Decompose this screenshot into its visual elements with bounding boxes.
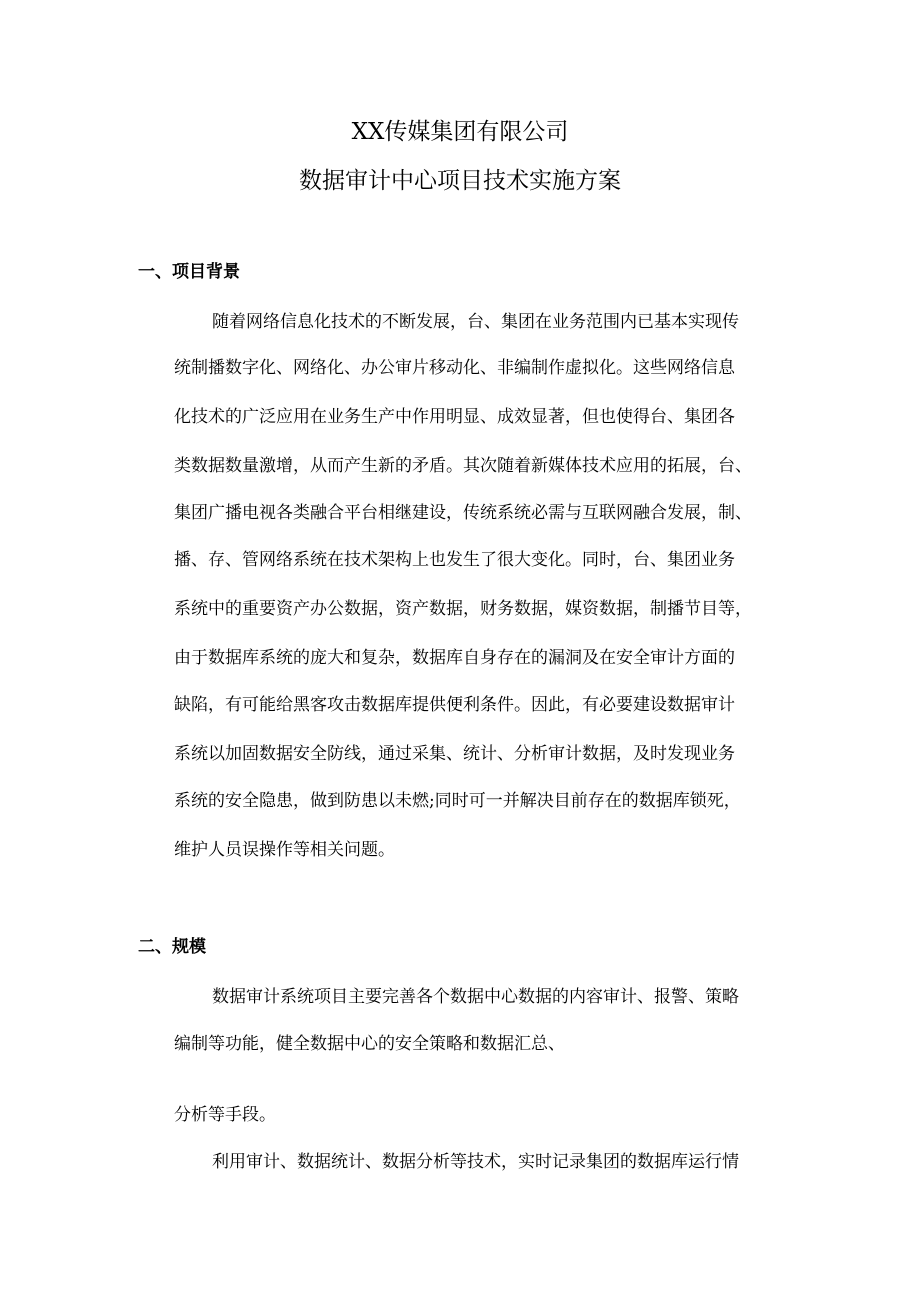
paragraph-line: 数据审计系统项目主要完善各个数据中心数据的内容审计、报警、策略 [212, 987, 739, 1007]
section-heading-scale: 二、规模 [138, 937, 206, 957]
paragraph-line: 系统的安全隐患，做到防患以未燃;同时可一并解决目前存在的数据库锁死， [174, 791, 741, 811]
paragraph-line: 系统以加固数据安全防线，通过采集、统计、分析审计数据，及时发现业务 [174, 744, 735, 764]
paragraph-line: 统制播数字化、网络化、办公审片移动化、非编制作虚拟化。这些网络信息 [174, 358, 735, 378]
paragraph-line: 缺陷，有可能给黑客攻击数据库提供便利条件。因此，有必要建设数据审计 [174, 695, 735, 715]
document-title-company: XX传媒集团有限公司 [351, 119, 569, 145]
paragraph-line: 分析等手段。 [174, 1105, 276, 1125]
paragraph-line: 编制等功能，健全数据中心的安全策略和数据汇总、 [174, 1034, 565, 1054]
paragraph-line: 维护人员误操作等相关问题。 [174, 840, 395, 860]
paragraph-line: 随着网络信息化技术的不断发展，台、集团在业务范围内已基本实现传 [212, 312, 739, 332]
paragraph-line: 化技术的广泛应用在业务生产中作用明显、成效显著，但也使得台、集团各 [174, 407, 735, 427]
paragraph-line: 集团广播电视各类融合平台相继建设，传统系统必需与互联网融合发展，制、 [174, 503, 752, 523]
paragraph-line: 系统中的重要资产办公数据，资产数据，财务数据，媒资数据，制播节目等， [174, 599, 752, 619]
paragraph-line: 播、存、管网络系统在技术架构上也发生了很大变化。同时，台、集团业务 [174, 550, 735, 570]
paragraph-line: 类数据数量激增，从而产生新的矛盾。其次随着新媒体技术应用的拓展，台、 [174, 456, 752, 476]
section-heading-background: 一、项目背景 [138, 262, 240, 282]
paragraph-line: 由于数据库系统的庞大和复杂，数据库自身存在的漏洞及在安全审计方面的 [174, 648, 735, 668]
paragraph-line: 利用审计、数据统计、数据分析等技术，实时记录集团的数据库运行情 [212, 1152, 739, 1172]
document-title-project: 数据审计中心项目技术实施方案 [299, 168, 621, 194]
